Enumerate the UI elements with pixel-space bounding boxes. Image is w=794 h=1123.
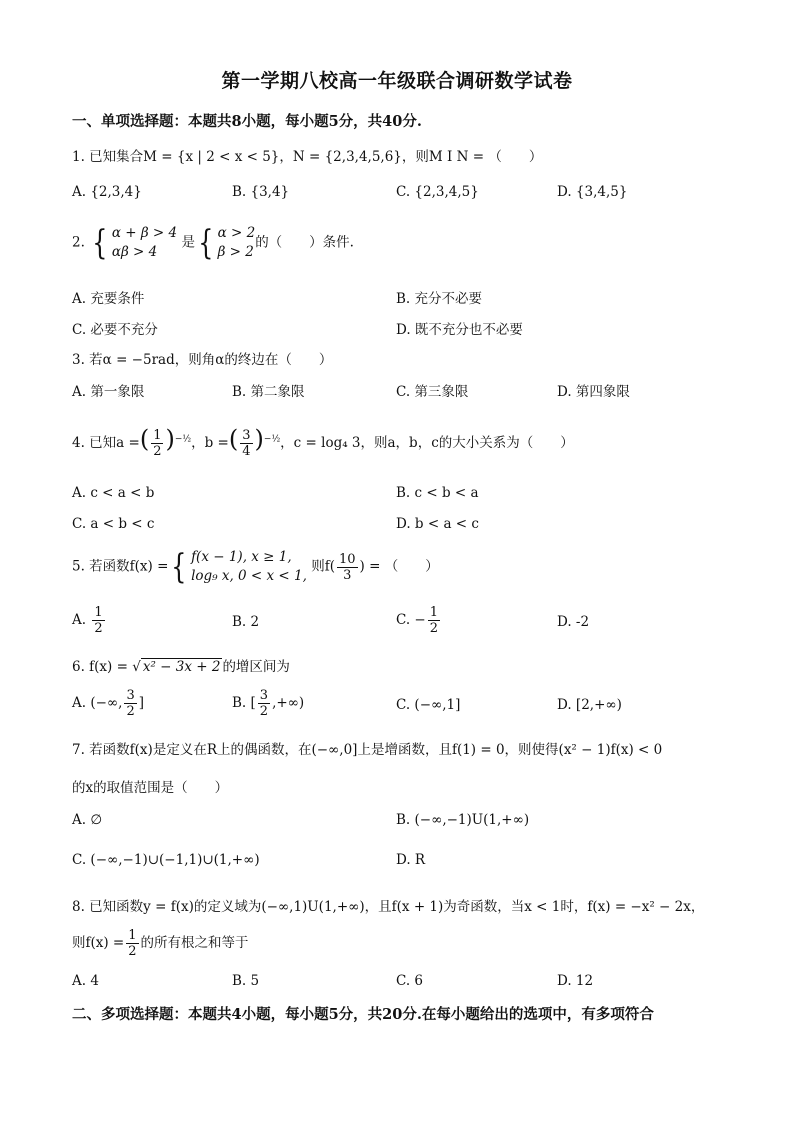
- numerator: 1: [153, 428, 162, 443]
- case-2: log₉ x, 0 < x < 1,: [191, 568, 307, 584]
- section-1-heading: 一、单项选择题：本题共8小题，每小题5分，共40分.: [72, 113, 422, 130]
- condition-system-1: [112, 224, 177, 262]
- question-8-stem-line2: [72, 928, 249, 959]
- question-2-number: 2.: [72, 234, 85, 251]
- question-7-option-b: B. (−∞,−1)U(1,+∞): [396, 812, 530, 828]
- left-brace-icon: {: [198, 223, 214, 263]
- option-label: C. −: [396, 612, 426, 628]
- denominator: 3: [343, 567, 352, 583]
- question-2-tail: 的（ ）条件.: [255, 234, 354, 251]
- numerator: 1: [94, 605, 103, 620]
- question-1-option-c: C. {2,3,4,5}: [396, 184, 479, 200]
- question-5-call: 则f(: [311, 558, 335, 575]
- denominator: 2: [259, 704, 269, 719]
- denominator: 2: [429, 621, 439, 636]
- denominator: 2: [94, 621, 103, 636]
- question-8-option-a: A. 4: [72, 973, 99, 989]
- question-3-option-a: A. 第一象限: [72, 384, 145, 400]
- question-7-option-a: A. ∅: [72, 812, 103, 828]
- question-2-option-a: A. 充要条件: [72, 291, 145, 307]
- var-b-label: ，b =: [191, 435, 229, 451]
- question-4-option-a: A. c < a < b: [72, 485, 155, 501]
- option-text: A. (−∞,: [72, 695, 123, 711]
- left-brace-icon: {: [171, 547, 187, 587]
- option-text: ]: [138, 695, 145, 711]
- numerator: 1: [128, 928, 137, 943]
- exponent: −½: [263, 434, 281, 445]
- question-4-option-b: B. c < b < a: [396, 485, 479, 501]
- question-6-prefix: 6. f(x) =: [72, 659, 128, 675]
- option-label: A.: [72, 612, 87, 628]
- condition-system-2: [218, 224, 256, 262]
- question-6-option-c: C. (−∞,1]: [396, 697, 461, 713]
- question-8-stem-line1: 8. 已知函数y = f(x)的定义域为(−∞,1)U(1,+∞)，且f(x + 1)为奇函数，当x < 1时，f(x) = −x² − 2x，: [72, 899, 705, 915]
- question-8-option-c: C. 6: [396, 973, 424, 989]
- condition-2a: α > 2: [217, 225, 256, 241]
- piecewise-cases: [191, 548, 307, 586]
- question-2-option-d: D. 既不充分也不必要: [396, 322, 523, 338]
- question-5-tail: ) = （ ）: [359, 558, 439, 575]
- denominator: 2: [128, 944, 137, 959]
- condition-1b: αβ > 4: [111, 244, 158, 260]
- question-8-option-b: B. 5: [232, 973, 260, 989]
- numerator: 3: [259, 688, 269, 703]
- numerator: 3: [242, 428, 251, 443]
- question-5-stem: [72, 548, 439, 586]
- denominator: 4: [242, 444, 251, 459]
- question-7-stem-line1: 7. 若函数f(x)是定义在R上的偶函数，在(−∞,0]上是增函数，且f(1) = 0，则使得(x² − 1)f(x) < 0: [72, 742, 663, 758]
- numerator: 3: [126, 688, 135, 703]
- page-title: 第一学期八校高一年级联合调研数学试卷: [221, 70, 573, 92]
- fraction-half: [151, 428, 163, 459]
- question-6-option-d: D. [2,+∞): [557, 697, 622, 713]
- question-6-tail: 的增区间为: [222, 659, 290, 675]
- question-8-line2-tail: 的所有根之和等于: [140, 935, 249, 951]
- question-7-option-d: D. R: [396, 852, 426, 868]
- condition-2b: β > 2: [217, 244, 254, 260]
- exponent: −½: [174, 434, 192, 445]
- left-brace-icon: {: [92, 223, 108, 263]
- denominator: 2: [153, 444, 162, 459]
- question-1-stem: 1. 已知集合M = {x | 2 < x < 5}，N = {2,3,4,5,6}，则M I N = （ ）: [72, 149, 543, 165]
- fraction-ten-thirds: [337, 552, 358, 583]
- question-4-tail: ，c = log₄ 3，则a，b，c的大小关系为（ ）: [280, 435, 574, 451]
- var-a-label: a =: [116, 435, 140, 451]
- question-6-option-a: [72, 688, 144, 719]
- question-5-option-a: [72, 605, 107, 636]
- question-6-option-b: [232, 688, 304, 719]
- question-3-option-d: D. 第四象限: [557, 384, 630, 400]
- question-4-prefix: 4. 已知: [72, 435, 117, 451]
- case-1: f(x − 1), x ≥ 1,: [191, 549, 292, 565]
- question-8-line2-prefix: 则f(x) =: [72, 935, 125, 951]
- numerator: 1: [429, 605, 439, 620]
- question-5-prefix: 5. 若函数f(x) =: [72, 558, 169, 575]
- question-1-option-d: D. {3,4,5}: [557, 184, 628, 200]
- question-7-option-c: C. (−∞,−1)∪(−1,1)∪(1,+∞): [72, 852, 260, 868]
- question-3-option-c: C. 第三象限: [396, 384, 469, 400]
- question-2-option-b: B. 充分不必要: [396, 291, 483, 307]
- question-5-option-d: D. -2: [557, 614, 590, 630]
- option-text: ,+∞): [272, 695, 305, 711]
- fraction: [126, 928, 138, 959]
- denominator: 2: [126, 704, 135, 719]
- question-4-option-c: C. a < b < c: [72, 516, 155, 532]
- fraction: [428, 605, 440, 636]
- question-4-option-d: D. b < a < c: [396, 516, 479, 532]
- question-3-option-b: B. 第二象限: [232, 384, 305, 400]
- question-5-option-b: B. 2: [232, 614, 260, 630]
- fraction: [92, 605, 104, 636]
- condition-1a: α + β > 4: [111, 225, 178, 241]
- fraction: [124, 688, 136, 719]
- question-4-stem: 4. 已知a =( $\frac{1}{2}$ )$^{-\frac{1}{2}}$，b =( $\frac{3}{4}$ )$^{-\frac{1}{2}}$，c = log₄ 3，则a，b，c的大小关系为（ ）: [72, 425, 574, 459]
- question-7-stem-line2: 的x的取值范围是（ ）: [72, 780, 229, 796]
- question-3-stem: 3. 若α = −5rad，则角α的终边在（ ）: [72, 352, 333, 368]
- fraction: [258, 688, 270, 719]
- question-5-option-c: [396, 605, 442, 636]
- section-2-heading: 二、多项选择题：本题共4小题，每小题5分，共20分.在每小题给出的选项中，有多项符合: [72, 1006, 654, 1023]
- question-2-stem: [72, 224, 354, 262]
- question-2-connector: 是: [181, 234, 195, 251]
- question-2-option-c: C. 必要不充分: [72, 322, 158, 338]
- fraction-three-quarters: [240, 428, 252, 459]
- question-1-option-b: B. {3,4}: [232, 184, 290, 200]
- radicand: x² − 3x + 2: [142, 659, 221, 675]
- question-6-stem: 6. f(x) = √ x² − 3x + 2 的增区间为: [72, 659, 290, 675]
- question-8-option-d: D. 12: [557, 973, 594, 989]
- question-1-option-a: A. {2,3,4}: [72, 184, 142, 200]
- option-text: B. [: [232, 695, 256, 711]
- numerator: 10: [338, 551, 356, 567]
